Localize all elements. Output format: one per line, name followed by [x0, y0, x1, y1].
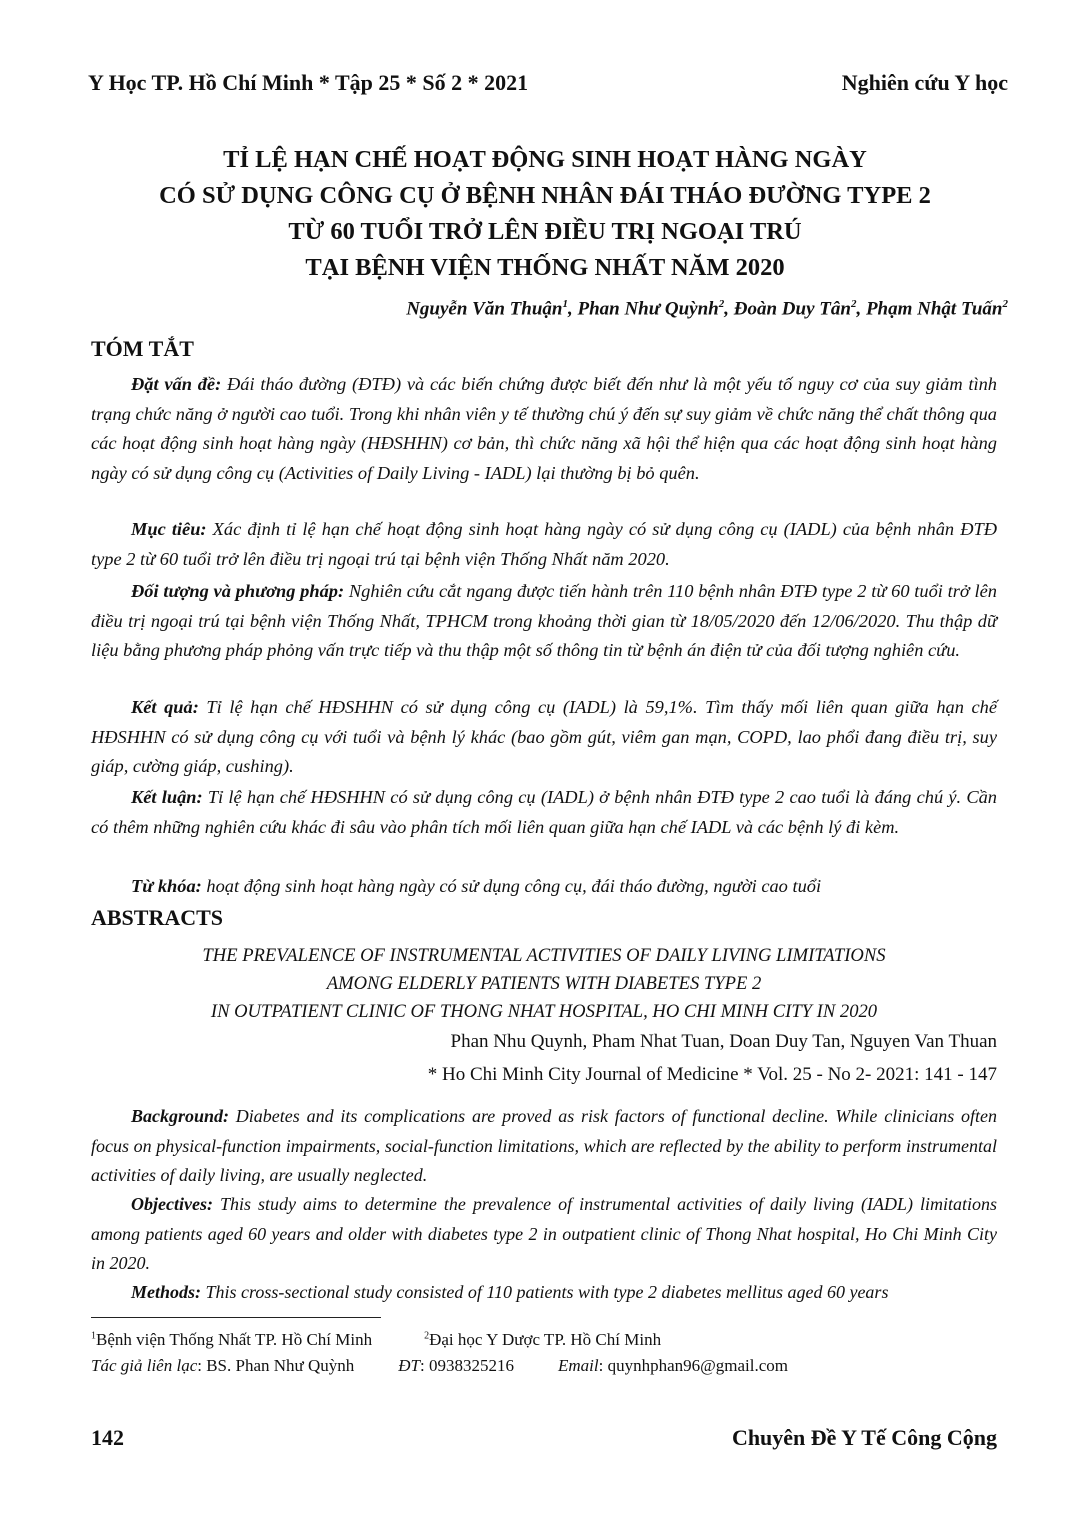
author-name: , Đoàn Duy Tân — [724, 298, 851, 320]
contact-label: Tác giả liên lạc — [91, 1356, 198, 1375]
paragraph-text: Nghiên cứu cắt ngang được tiến hành trên 110 bệnh nhân ĐTĐ type 2 từ 60 tuổi trở lên điều trị ngoại trú tại bệnh viện Thống Nhất, TPHCM trong khoảng thời gian từ 18/05/2020 đến 12/06/2020. Thu thập dữ liệu bằng phương pháp phỏng vấn trực tiếp và thu thập một số thông tin từ bệnh án điện tử của đối tượng nghiên cứu. — [91, 581, 997, 660]
paragraph-text: Tỉ lệ hạn chế HĐSHHN có sử dụng công cụ (IADL) ở bệnh nhân ĐTĐ type 2 cao tuổi là đáng chú ý. Cần có thêm những nghiên cứu khác đi sâu vào phân tích mối liên quan giữa hạn chế IADL và các bệnh lý đi kèm. — [91, 787, 998, 837]
title-line: TỪ 60 TUỔI TRỞ LÊN ĐIỀU TRỊ NGOẠI TRÚ — [288, 218, 802, 245]
author-affiliation: 2 — [1002, 298, 1008, 310]
article-title — [60, 142, 1030, 286]
english-title-line: THE PREVALENCE OF INSTRUMENTAL ACTIVITIES OF DAILY LIVING LIMITATIONS — [202, 945, 886, 966]
section-heading-en: ABSTRACTS — [91, 905, 224, 930]
email-value: : quynhphan96@gmail.com — [598, 1356, 789, 1375]
paragraph-text: Đái tháo đường (ĐTĐ) và các biến chứng được biết đến như là một yếu tố nguy cơ của suy giảm tình trạng chức năng ở người cao tuổi. Trong khi nhân viên y tế thường chú ý đến sự suy giảm về chức năng thể chất thông qua các hoạt động sinh hoạt hàng ngày (HĐSHHN) cơ bản, thì chức năng xã hội thể hiện qua các hoạt động sinh hoạt hàng ngày có sử dụng công cụ (Activities of Daily Living - IADL) lại thường bị bỏ quên. — [91, 374, 997, 483]
email-label: Email — [558, 1356, 599, 1375]
paragraph-text: This study aims to determine the prevalence of instrumental activities of daily living (IADL) limitations among patients aged 60 years and older with diabetes type 2 in outpatient clinic of Thong Nhat hospital, Ho Chi Minh City in 2020. — [91, 1194, 997, 1273]
paragraph-text: Tỉ lệ hạn chế HĐSHHN có sử dụng công cụ (IADL) là 59,1%. Tìm thấy mối liên quan giữa hạn chế HĐSHHN có sử dụng công cụ với tuổi và bệnh lý khác (bao gồm gút, viêm gan mạn, COPD, lao phổi đang điều trị, suy giáp, cường giáp, cushing). — [91, 697, 997, 776]
en-background-paragraph — [91, 1102, 997, 1191]
english-author-list: Phan Nhu Quynh, Pham Nhat Tuan, Doan Duy Tan, Nguyen Van Thuan — [450, 1031, 997, 1052]
phone-label: ĐT — [398, 1356, 421, 1375]
paragraph-text: hoạt động sinh hoạt hàng ngày có sử dụng công cụ, đái tháo đường, người cao tuổi — [201, 876, 822, 896]
author-name: Nguyễn Văn Thuận — [406, 298, 563, 320]
author-affiliation: 2 — [718, 298, 725, 310]
en-objectives-paragraph — [91, 1190, 997, 1279]
paragraph-text: Xác định tỉ lệ hạn chế hoạt động sinh hoạt hàng ngày có sử dụng công cụ (IADL) của bệnh nhân ĐTĐ type 2 từ 60 tuổi trở lên điều trị ngoại trú tại bệnh viện Thống Nhất năm 2020. — [91, 519, 997, 569]
footnote-marker: 1 — [91, 1330, 96, 1342]
vn-methods-paragraph — [91, 577, 997, 666]
vn-objective-paragraph — [91, 515, 997, 574]
paragraph-label: Kết quả: — [131, 697, 199, 717]
paragraph-label: Methods: — [131, 1282, 202, 1302]
author-affiliation: 1 — [562, 298, 568, 310]
issue-title: Chuyên Đề Y Tế Công Cộng — [731, 1425, 997, 1450]
contact-value: : BS. Phan Như Quỳnh — [197, 1356, 355, 1375]
english-title — [91, 942, 997, 1026]
affiliation-2: Đại học Y Dược TP. Hồ Chí Minh — [429, 1330, 662, 1349]
paragraph-label: Mục tiêu: — [131, 519, 207, 539]
running-header-section: Nghiên cứu Y học — [841, 70, 1008, 95]
title-line: CÓ SỬ DỤNG CÔNG CỤ Ở BỆNH NHÂN ĐÁI THÁO ĐƯỜNG TYPE 2 — [159, 182, 931, 209]
paragraph-label: Đặt vấn đề: — [131, 374, 222, 394]
page-number: 142 — [91, 1425, 124, 1450]
paragraph-label: Objectives: — [131, 1194, 213, 1214]
english-title-line: AMONG ELDERLY PATIENTS WITH DIABETES TYPE 2 — [326, 973, 762, 994]
paragraph-label: Background: — [131, 1106, 230, 1126]
footnote-contact — [91, 1356, 788, 1376]
author-list — [406, 298, 1008, 320]
paragraph-label: Từ khóa: — [131, 876, 202, 896]
section-heading-vn: TÓM TẮT — [91, 336, 194, 361]
running-header-journal: Y Học TP. Hồ Chí Minh * Tập 25 * Số 2 * 2021 — [88, 70, 529, 95]
vn-background-paragraph — [91, 370, 997, 488]
vn-conclusion-paragraph — [91, 783, 997, 842]
author-name: , Phạm Nhật Tuấn — [856, 298, 1003, 320]
english-title-line: IN OUTPATIENT CLINIC OF THONG NHAT HOSPITAL, HO CHI MINH CITY IN 2020 — [210, 1001, 878, 1022]
footnote-divider — [91, 1317, 381, 1318]
title-line: TẠI BỆNH VIỆN THỐNG NHẤT NĂM 2020 — [305, 254, 785, 281]
paragraph-text: This cross-sectional study consisted of 110 patients with type 2 diabetes mellitus aged 60 years — [201, 1282, 889, 1302]
en-methods-paragraph — [91, 1278, 997, 1308]
title-line: TỈ LỆ HẠN CHẾ HOẠT ĐỘNG SINH HOẠT HÀNG NGÀY — [223, 146, 867, 173]
citation-line: * Ho Chi Minh City Journal of Medicine * Vol. 25 - No 2- 2021: 141 - 147 — [427, 1064, 997, 1085]
vn-keywords-paragraph — [91, 872, 997, 902]
author-name: , Phan Như Quỳnh — [567, 298, 719, 320]
footnote-affiliations — [91, 1330, 661, 1350]
author-affiliation: 2 — [850, 298, 857, 310]
affiliation-1: Bệnh viện Thống Nhất TP. Hồ Chí Minh — [96, 1330, 373, 1349]
vn-results-paragraph — [91, 693, 997, 782]
paragraph-text: Diabetes and its complications are proved as risk factors of functional decline. While clinicians often focus on physical-function impairments, social-function limitations, which are reflected by the ability to perform instrumental activities of daily living, are usually neglected. — [91, 1106, 997, 1185]
phone-value: : 0938325216 — [420, 1356, 514, 1375]
paragraph-label: Đối tượng và phương pháp: — [131, 581, 345, 601]
paragraph-label: Kết luận: — [131, 787, 203, 807]
footnote-marker: 2 — [424, 1330, 430, 1342]
